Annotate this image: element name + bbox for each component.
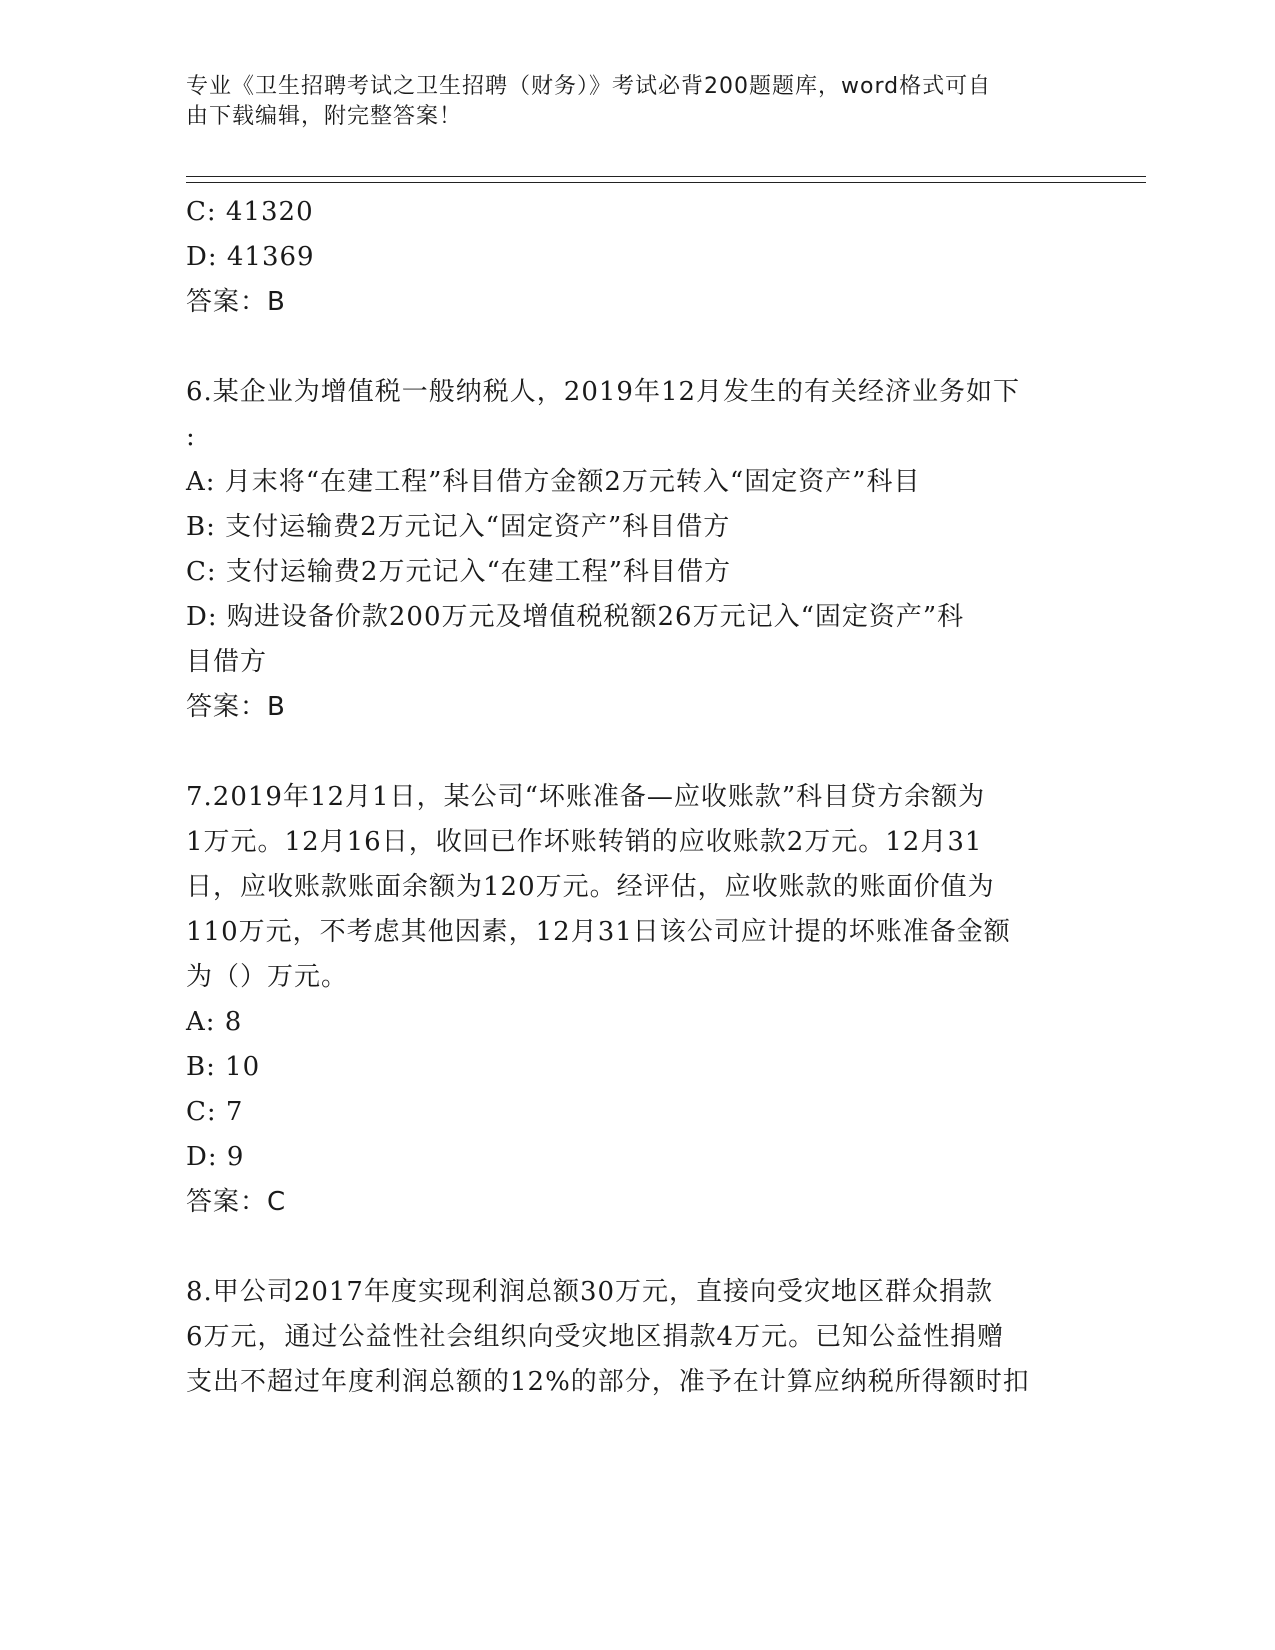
question-stem-line: 6.某企业为增值税一般纳税人，2019年12月发生的有关经济业务如下 bbox=[186, 377, 1021, 407]
answer-line: 答案：C bbox=[186, 1187, 287, 1217]
option-d: D: 购进设备价款200万元及增值税税额26万元记入“固定资产”科 bbox=[186, 602, 965, 632]
option-c: C: 7 bbox=[186, 1097, 244, 1127]
header-rule-bottom bbox=[186, 182, 1146, 183]
answer-line: 答案：B bbox=[186, 692, 286, 722]
spacer bbox=[186, 1225, 1086, 1270]
spacer bbox=[186, 730, 1086, 775]
question-6 bbox=[186, 370, 1086, 730]
question-5 bbox=[186, 190, 1086, 325]
page-header bbox=[186, 72, 1066, 132]
question-stem-line: 7.2019年12月1日，某公司“坏账准备—应收账款”科目贷方余额为 bbox=[186, 782, 986, 812]
header-line-2: 由下载编辑，附完整答案！ bbox=[186, 104, 463, 129]
answer-line: 答案：B bbox=[186, 287, 286, 317]
header-line-1: 专业《卫生招聘考试之卫生招聘（财务）》考试必背200题题库，word格式可自 bbox=[186, 74, 992, 99]
question-stem-line: 6万元，通过公益性社会组织向受灾地区捐款4万元。已知公益性捐赠 bbox=[186, 1322, 1005, 1352]
option-a: A: 月末将“在建工程”科目借方金额2万元转入“固定资产”科目 bbox=[186, 467, 921, 497]
header-rule-top bbox=[186, 176, 1146, 177]
option-d: D: 41369 bbox=[186, 242, 315, 272]
question-stem-line: 1万元。12月16日，收回已作坏账转销的应收账款2万元。12月31 bbox=[186, 827, 983, 857]
option-b: B: 10 bbox=[186, 1052, 261, 1082]
question-content bbox=[186, 190, 1086, 1405]
option-c: C: 41320 bbox=[186, 197, 314, 227]
question-stem-line: 为（）万元。 bbox=[186, 962, 349, 992]
question-stem-line: : bbox=[186, 422, 196, 452]
option-d: D: 9 bbox=[186, 1142, 245, 1172]
spacer bbox=[186, 325, 1086, 370]
question-stem-line: 110万元，不考虑其他因素，12月31日该公司应计提的坏账准备金额 bbox=[186, 917, 1011, 947]
option-d-continued: 目借方 bbox=[186, 647, 268, 677]
option-a: A: 8 bbox=[186, 1007, 243, 1037]
question-stem-line: 8.甲公司2017年度实现利润总额30万元，直接向受灾地区群众捐款 bbox=[186, 1277, 994, 1307]
question-7 bbox=[186, 775, 1086, 1225]
question-8 bbox=[186, 1270, 1086, 1405]
question-stem-line: 日，应收账款账面余额为120万元。经评估，应收账款的账面价值为 bbox=[186, 872, 995, 902]
option-c: C: 支付运输费2万元记入“在建工程”科目借方 bbox=[186, 557, 732, 587]
question-stem-line: 支出不超过年度利润总额的12%的部分，准予在计算应纳税所得额时扣 bbox=[186, 1367, 1030, 1397]
option-b: B: 支付运输费2万元记入“固定资产”科目借方 bbox=[186, 512, 731, 542]
